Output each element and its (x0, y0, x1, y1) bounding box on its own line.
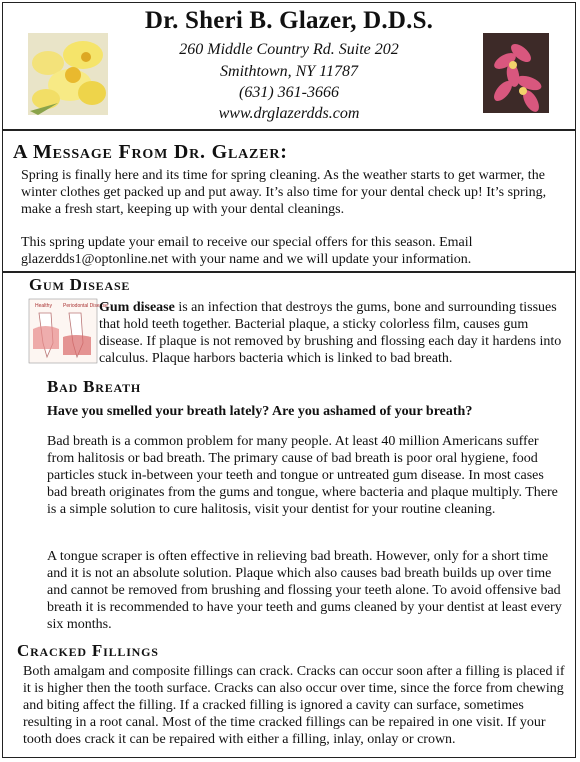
bad-breath-paragraph-1: Bad breath is a common problem for many people. At least 40 million Americans suffer from halitosis or bad breath. The primary cause of bad breath is poor oral hygiene, food particles stuck in-between your teeth and tongue or untreated gum disease. In most cases bad breath originates from the gums and tongue, where bacteria and plaque multiply. There is a simple solution to cure halitosis, visit your dentist for your routine cleaning. (47, 434, 558, 517)
gum-disease-text: is an infection that destroys the gums, bone and surrounding tissues that hold teeth together. Bacterial plaque, a sticky colorless film, causes gum disease. If plaque is not removed by brushing and flossing each day it hardens into calculus. Plaque harbors bacteria which is linked to bad breath. (99, 300, 562, 366)
illustration-label-disease: Periodontal Disease (63, 303, 108, 309)
message-title: A Message From Dr. Glazer: (13, 141, 288, 163)
illustration-label-healthy: Healthy (35, 303, 52, 309)
gum-disease-title: Gum Disease (29, 275, 131, 294)
bad-breath-title: Bad Breath (47, 377, 142, 396)
doctor-name: Dr. Sheri B. Glazer, D.D.S. (144, 7, 434, 34)
newsletter-page (2, 2, 576, 758)
message-section (3, 131, 575, 273)
gum-disease-lead: Gum disease (99, 300, 175, 315)
bad-breath-paragraph-2: A tongue scraper is often effective in relieving bad breath. However, only for a short time and it is not an absolute solution. Plaque which also causes bad breath builds up over time and cannot be removed from brushing and flossing your teeth alone. To avoid offensive bad breath it is recommended to have your teeth and gums cleaned by your dentist at least every six months. (47, 549, 562, 632)
address-line-2: Smithtown, NY 11787 (220, 63, 358, 80)
letterhead (3, 3, 575, 131)
message-paragraph-1: Spring is finally here and its time for spring cleaning. As the weather starts to get warmer, the winter clothes get packed up and put away. It’s also time for your dental check up! It’s spring, make a fresh start, keeping up with your dental cleanings. (21, 168, 547, 217)
gum-disease-illustration (29, 299, 108, 363)
cracked-fillings-title: Cracked Fillings (17, 641, 159, 660)
cracked-fillings-paragraph: Both amalgam and composite fillings can crack. Cracks can occur soon after a filling is placed if it is higher then the tooth surface. Cracks can also occur over time, since the force from chewing and biting affect the filling. If a cracked filling is ignored a cavity can surface, sometimes resulting in a root canal. Most of the time cracked fillings can be repaired in one visit. If your tooth does crack it can be repaired with either a filling, inlay, onlay or crown. (23, 664, 565, 747)
gum-disease-paragraph (99, 299, 565, 367)
address-line-1: 260 Middle Country Rd. Suite 202 (179, 41, 399, 58)
website: www.drglazerdds.com (218, 105, 360, 122)
bad-breath-question: Have you smelled your breath lately? Are you ashamed of your breath? (47, 404, 473, 419)
phone-number: (631) 361-3666 (239, 84, 339, 101)
message-paragraph-2: This spring update your email to receive our special offers for this season. Email glazerdds1@optonline.net with your name and we will update your information. (21, 235, 473, 267)
